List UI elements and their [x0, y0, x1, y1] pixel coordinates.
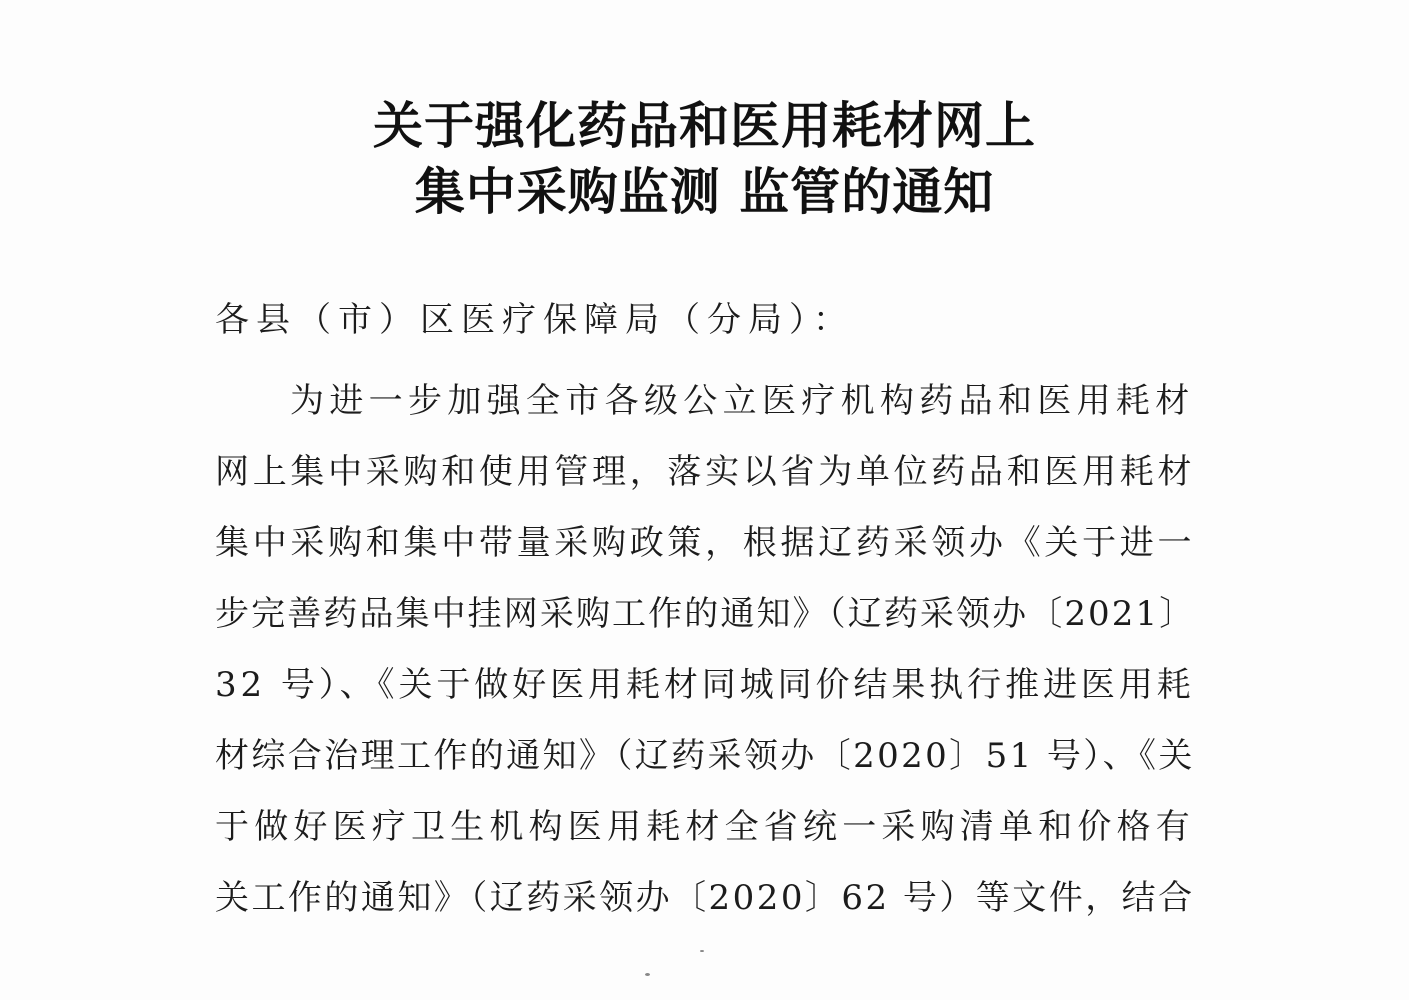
- scan-speck: [700, 950, 704, 952]
- paragraph-line: 于做好医疗卫生机构医用耗材全省统一采购清单和价格有: [215, 807, 1195, 847]
- scan-speck: [645, 973, 650, 976]
- salutation: 各县（市）区医疗保障局（分局）：: [215, 300, 854, 340]
- document-title-line-1: 关于强化药品和医用耗材网上: [373, 97, 1036, 155]
- paragraph-line: 集中采购和集中带量采购政策，根据辽药采领办《关于进一: [215, 523, 1196, 563]
- paragraph-line: 为进一步加强全市各级公立医疗机构药品和医用耗材: [290, 381, 1195, 421]
- paragraph-line: 关工作的通知》（辽药采领办〔2020〕62 号）等文件，结合: [215, 878, 1195, 918]
- paragraph-line: 材综合治理工作的通知》（辽药采领办〔2020〕51 号）、《关: [215, 736, 1195, 776]
- paragraph-line: 步完善药品集中挂网采购工作的通知》（辽药采领办〔2021〕: [215, 594, 1196, 634]
- paragraph-line: 网上集中采购和使用管理，落实以省为单位药品和医用耗材: [215, 452, 1196, 492]
- document-title-line-2: 集中采购监测 监管的通知: [414, 163, 995, 221]
- paragraph-line: 32 号）、《关于做好医用耗材同城同价结果执行推进医用耗: [215, 665, 1195, 705]
